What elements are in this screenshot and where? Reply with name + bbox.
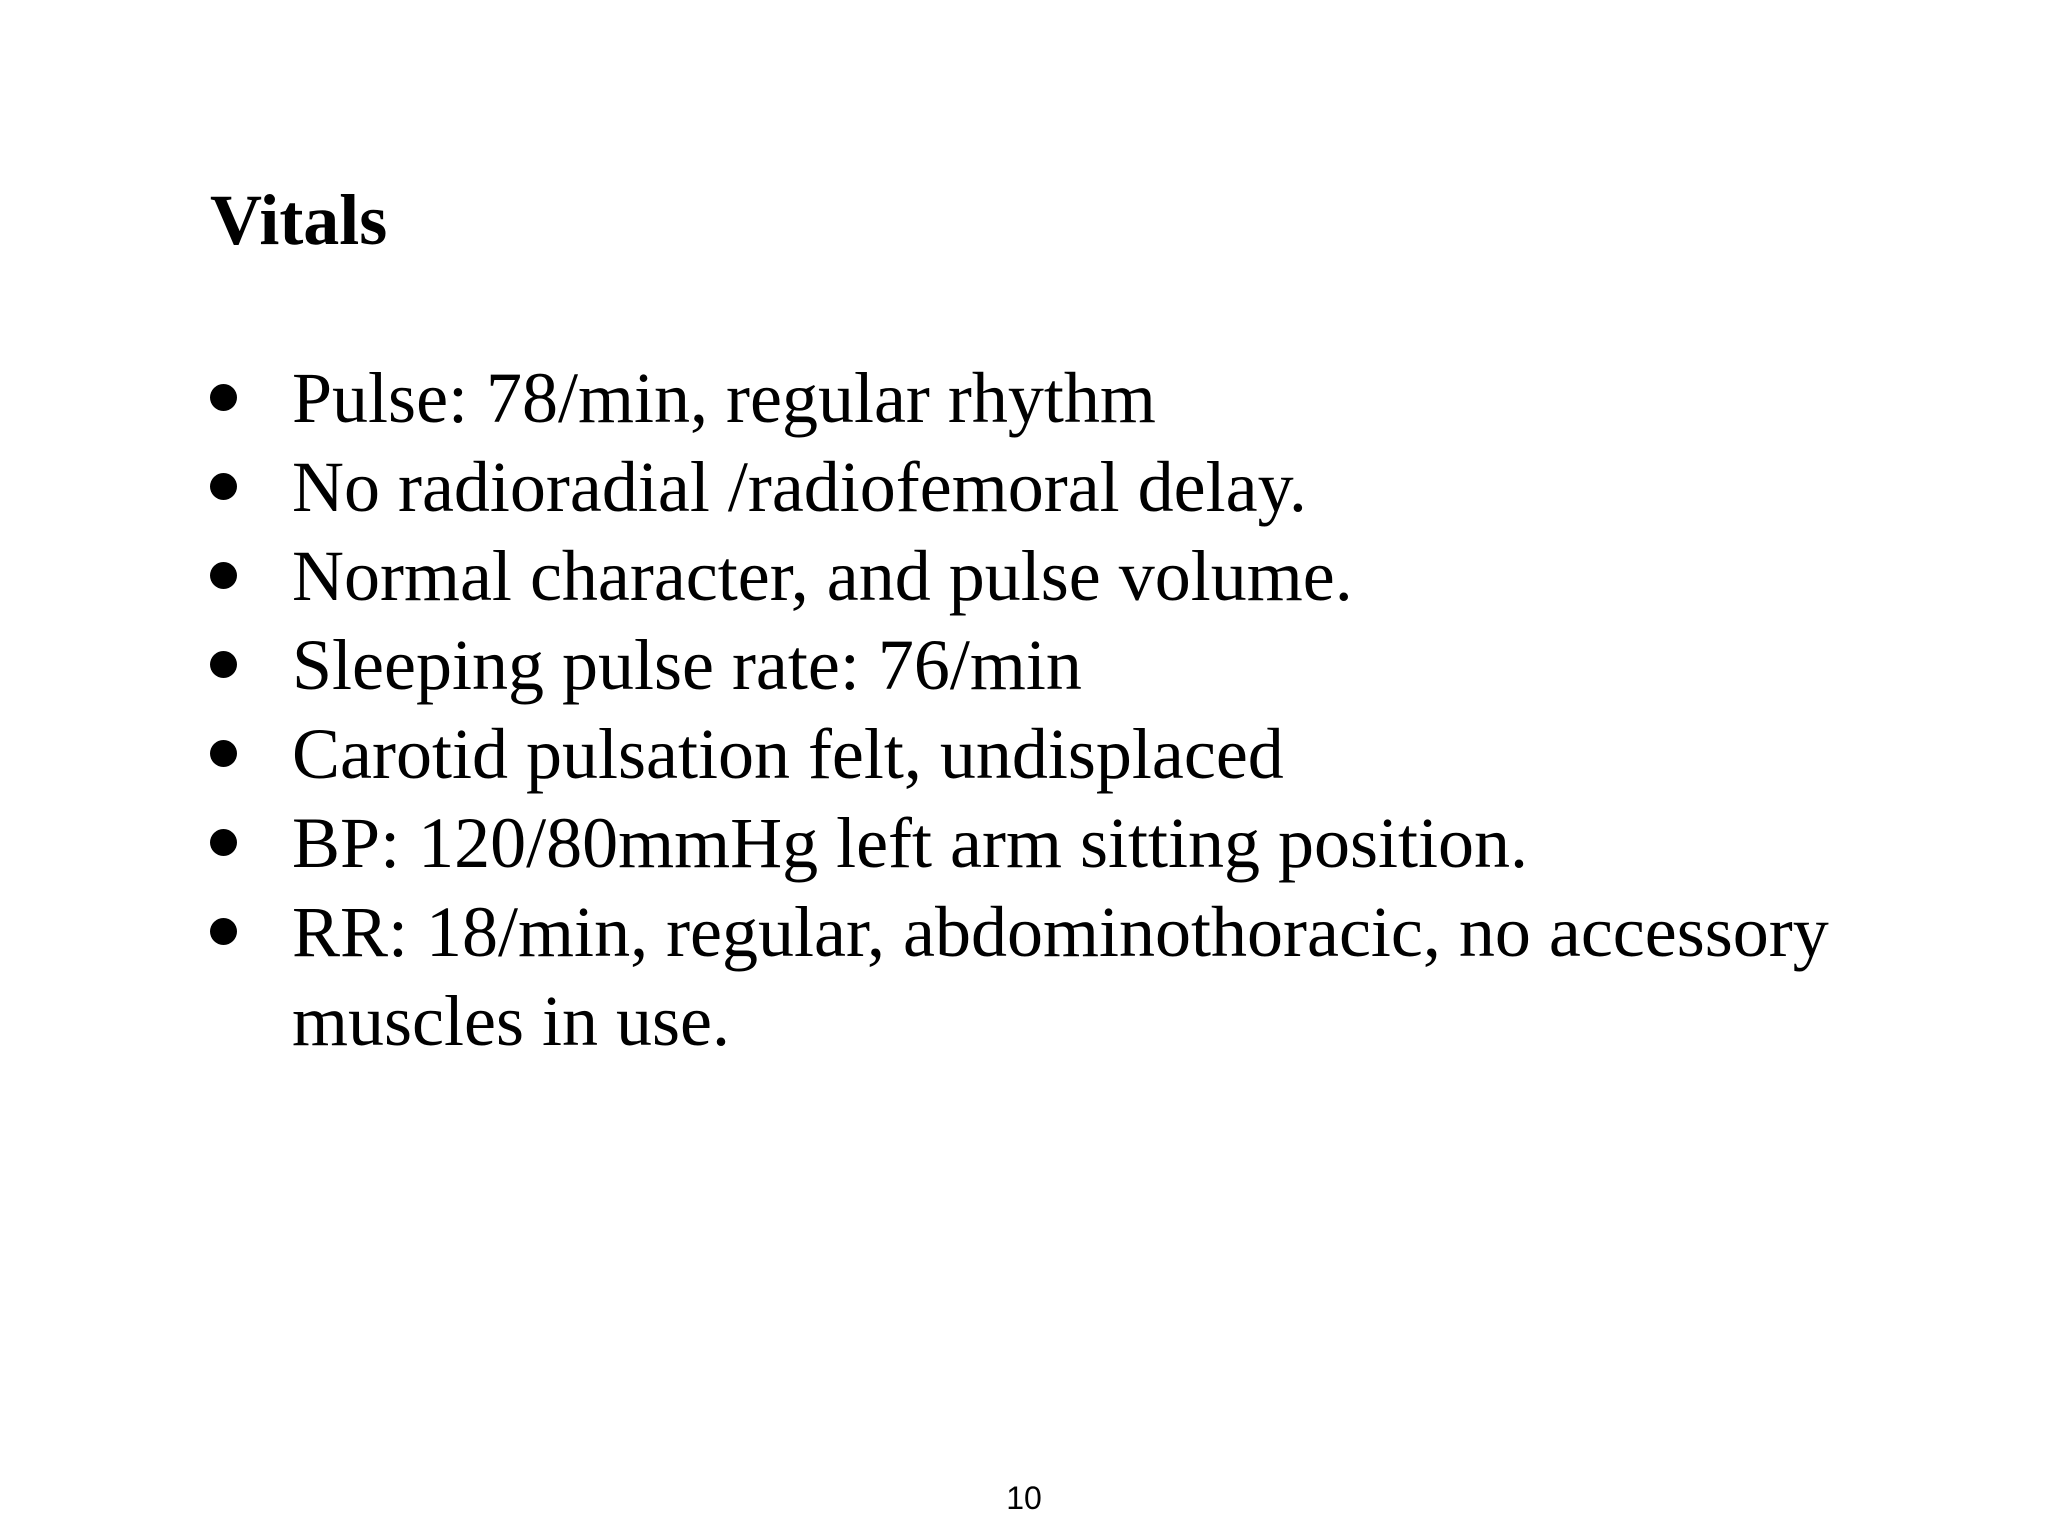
list-item <box>210 799 1910 888</box>
list-item-text: No radioradial /radiofemoral delay. <box>292 447 1307 527</box>
vitals-bullet-list <box>210 354 1910 1066</box>
list-item <box>210 888 1910 1066</box>
bullet-icon <box>210 562 237 589</box>
bullet-icon <box>210 740 237 767</box>
list-item <box>210 443 1910 532</box>
bullet-icon <box>210 829 237 856</box>
list-item <box>210 354 1910 443</box>
list-item <box>210 621 1910 710</box>
list-item-text: RR: 18/min, regular, abdominothoracic, no accessory muscles in use. <box>292 892 1829 1061</box>
list-item-text: BP: 120/80mmHg left arm sitting position. <box>292 803 1529 883</box>
bullet-icon <box>210 651 237 678</box>
list-item <box>210 710 1910 799</box>
bullet-icon <box>210 473 237 500</box>
page-title: Vitals <box>210 180 388 260</box>
list-item-text: Sleeping pulse rate: 76/min <box>292 625 1082 705</box>
list-item-text: Carotid pulsation felt, undisplaced <box>292 714 1284 794</box>
bullet-icon <box>210 384 237 411</box>
page-number: 10 <box>1006 1480 1042 1516</box>
list-item <box>210 532 1910 621</box>
list-item-text: Pulse: 78/min, regular rhythm <box>292 358 1156 438</box>
bullet-icon <box>210 918 237 945</box>
list-item-text: Normal character, and pulse volume. <box>292 536 1353 616</box>
